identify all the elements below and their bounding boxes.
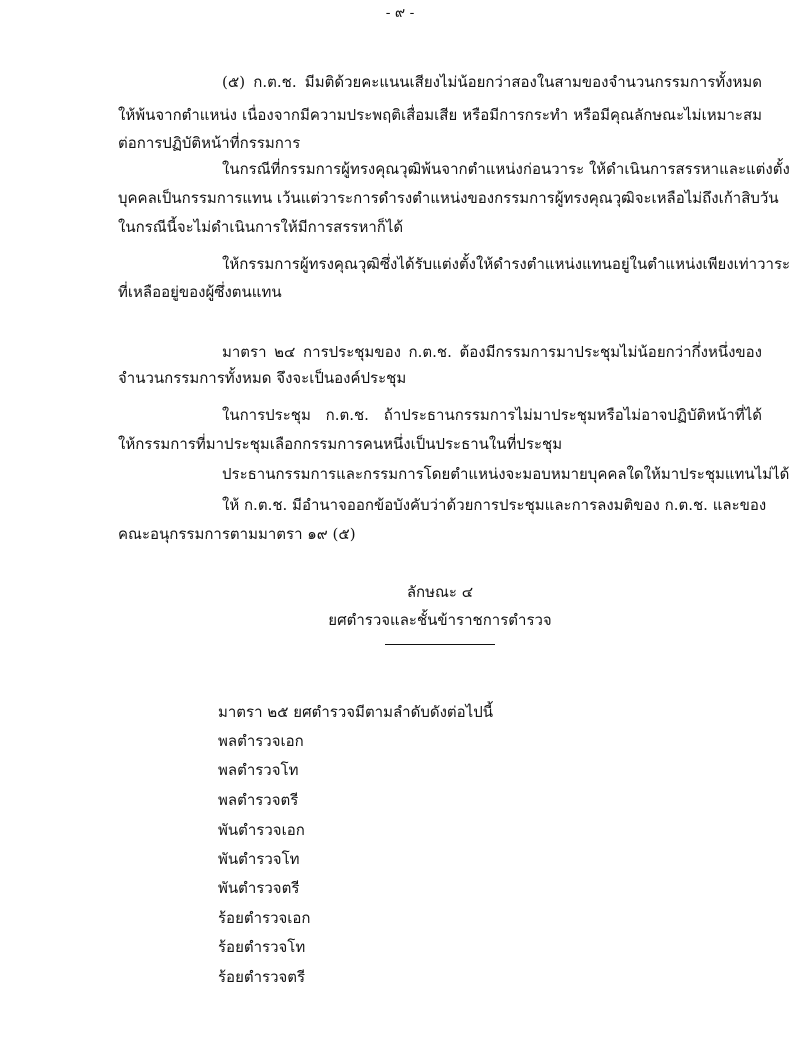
- paragraph-line: ในกรณีนี้จะไม่ดำเนินการให้มีการสรรหาก็ได้: [118, 218, 404, 236]
- chapter-divider: [385, 644, 495, 645]
- rank-item: พลตำรวจโท: [218, 761, 299, 779]
- rank-item: พันตำรวจตรี: [218, 879, 300, 897]
- paragraph-line: ที่เหลืออยู่ของผู้ซึ่งตนแทน: [118, 283, 282, 301]
- section-24-line: ประธานกรรมการและกรรมการโดยตำแหน่งจะมอบหมายบุคคลใดให้มาประชุมแทนไม่ได้: [222, 465, 790, 483]
- paragraph-line: (๕) ก.ต.ช. มีมติด้วยคะแนนเสียงไม่น้อยกว่าสองในสามของจำนวนกรรมการทั้งหมด: [222, 73, 762, 91]
- chapter-title: ยศตำรวจและชั้นข้าราชการตำรวจ: [328, 611, 552, 629]
- page-number: - ๙ -: [385, 5, 415, 21]
- paragraph-line: ในกรณีที่กรรมการผู้ทรงคุณวุฒิพ้นจากตำแหน่งก่อนวาระ ให้ดำเนินการสรรหาและแต่งตั้ง: [222, 160, 790, 178]
- section-24-line: มาตรา ๒๔ การประชุมของ ก.ต.ช. ต้องมีกรรมการมาประชุมไม่น้อยกว่ากึ่งหนึ่งของ: [222, 343, 762, 361]
- section-24-line: ให้ ก.ต.ช. มีอำนาจออกข้อบังคับว่าด้วยการประชุมและการลงมติของ ก.ต.ช. และของ: [222, 496, 767, 514]
- section-24-line: จำนวนกรรมการทั้งหมด จึงจะเป็นองค์ประชุม: [118, 369, 407, 387]
- paragraph-line: ให้พ้นจากตำแหน่ง เนื่องจากมีความประพฤติเสื่อมเสีย หรือมีการกระทำ หรือมีคุณลักษณะไม่เหมาะสม: [118, 106, 762, 124]
- section-25-heading: มาตรา ๒๕ ยศตำรวจมีตามลำดับดังต่อไปนี้: [218, 703, 494, 721]
- section-24-line: ในการประชุม ก.ต.ช. ถ้าประธานกรรมการไม่มาประชุมหรือไม่อาจปฏิบัติหน้าที่ได้: [222, 406, 762, 424]
- chapter-label: ลักษณะ ๔: [406, 583, 474, 601]
- paragraph-line: ให้กรรมการผู้ทรงคุณวุฒิซึ่งได้รับแต่งตั้งให้ดำรงตำแหน่งแทนอยู่ในตำแหน่งเพียงเท่าวาระ: [222, 255, 791, 273]
- rank-item: ร้อยตำรวจเอก: [218, 909, 311, 927]
- rank-item: ร้อยตำรวจโท: [218, 938, 306, 956]
- paragraph-line: บุคคลเป็นกรรมการแทน เว้นแต่วาระการดำรงตำแหน่งของกรรมการผู้ทรงคุณวุฒิจะเหลือไม่ถึงเก้าสิบวัน: [118, 189, 779, 207]
- rank-item: พลตำรวจเอก: [218, 732, 304, 750]
- rank-item: ร้อยตำรวจตรี: [218, 968, 306, 986]
- rank-item: พลตำรวจตรี: [218, 791, 299, 809]
- section-24-line: คณะอนุกรรมการตามมาตรา ๑๙ (๕): [118, 525, 356, 543]
- section-24-line: ให้กรรมการที่มาประชุมเลือกกรรมการคนหนึ่งเป็นประธานในที่ประชุม: [118, 435, 563, 453]
- rank-item: พันตำรวจเอก: [218, 821, 305, 839]
- rank-item: พันตำรวจโท: [218, 850, 300, 868]
- paragraph-line: ต่อการปฏิบัติหน้าที่กรรมการ: [118, 134, 301, 152]
